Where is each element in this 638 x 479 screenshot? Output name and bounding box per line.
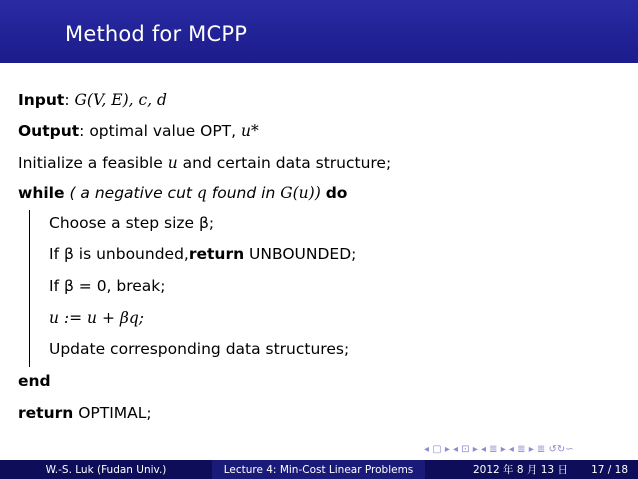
while-cond-1: ( a negative cut <box>69 184 192 202</box>
while-cond-2: found in <box>211 184 276 202</box>
footer-right <box>425 460 638 479</box>
input-math: G(V, E), c, d <box>74 91 167 109</box>
init-text-2: and certain data structure; <box>182 154 392 172</box>
slide-title: Method for MCPP <box>65 22 248 46</box>
title-bar <box>0 0 638 63</box>
output-line <box>18 122 259 140</box>
output-text: : optimal value OPT, <box>79 122 237 140</box>
while-cond-3: ) <box>314 184 321 202</box>
step-update-u: u := u + βq; <box>49 309 144 327</box>
step-break: If β = 0, break; <box>49 277 166 295</box>
do-keyword: do <box>325 184 348 202</box>
step-unbounded-val: UNBOUNDED; <box>244 245 357 263</box>
init-line <box>18 154 391 172</box>
while-line <box>18 184 347 202</box>
while-cond-q: q <box>196 184 207 202</box>
footer <box>0 460 638 479</box>
end-keyword: end <box>18 372 51 390</box>
input-sep: : <box>64 91 70 109</box>
footer-date: 2012 年 8 月 13 日 <box>473 464 568 476</box>
input-line <box>18 91 167 109</box>
while-keyword: while <box>18 184 65 202</box>
block-bar <box>29 210 30 367</box>
init-text-1: Initialize a feasible <box>18 154 163 172</box>
step-update-ds: Update corresponding data structures; <box>49 340 350 358</box>
footer-page: 17 / 18 <box>591 463 628 476</box>
init-math: u <box>167 154 178 172</box>
return-keyword-2: return <box>18 404 74 422</box>
footer-lecture: Lecture 4: Min-Cost Linear Problems <box>212 460 425 479</box>
step-choose: Choose a step size β; <box>49 214 215 232</box>
output-math: u* <box>241 122 259 140</box>
input-label: Input <box>18 91 65 109</box>
step-unbounded-text: If β is unbounded, <box>49 245 189 263</box>
beamer-nav-icons[interactable]: ◂ ▢ ▸ ◂ ⊡ ▸ ◂ ≣ ▸ ◂ ≣ ▸ ≣ ↺↻∽ <box>424 444 574 455</box>
output-label: Output <box>18 122 80 140</box>
return-line <box>18 404 152 422</box>
footer-author: W.-S. Luk (Fudan Univ.) <box>0 460 212 479</box>
while-cond-math: G(u) <box>280 184 315 202</box>
return-value: OPTIMAL; <box>73 404 152 422</box>
step-unbounded <box>49 245 356 263</box>
return-keyword-1: return <box>188 245 245 263</box>
